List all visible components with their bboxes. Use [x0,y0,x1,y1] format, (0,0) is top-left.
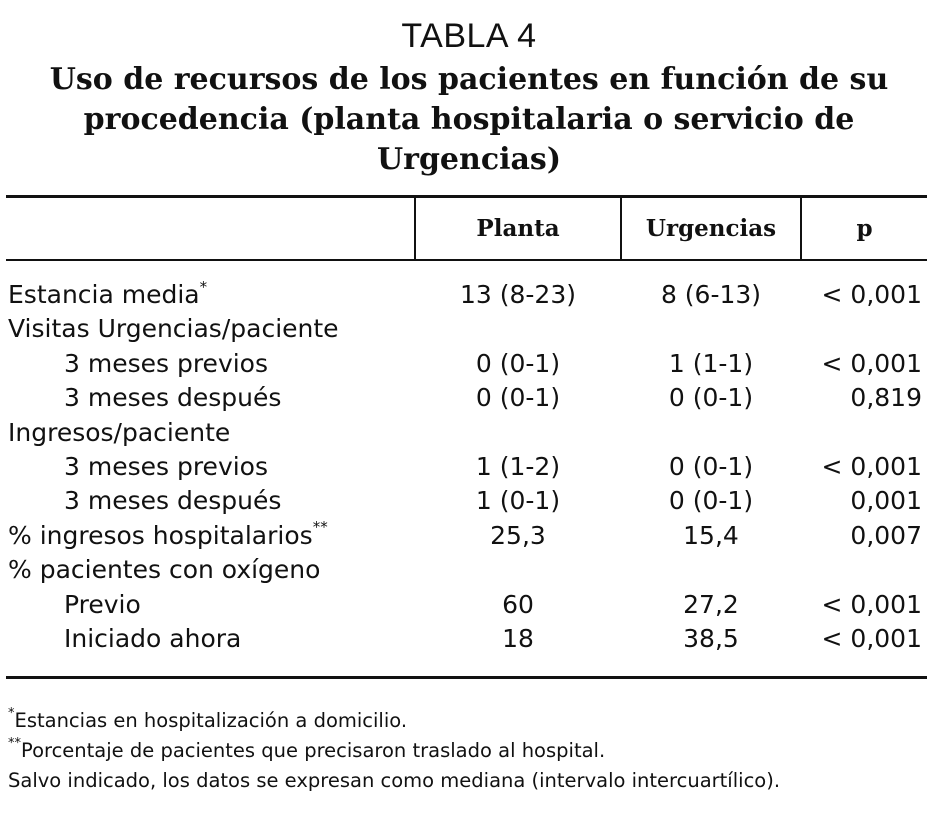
row-label: Ingresos/paciente [8,417,231,447]
footnote-text: Salvo indicado, los datos se expresan como mediana (intervalo intercuartílico). [8,769,781,792]
footnote [8,706,934,736]
cell-p: 0,819 [850,383,922,413]
row-label: 3 meses después [64,486,282,516]
table-bottom-rule [6,676,927,679]
cell-urgencias: 0 (0-1) [668,451,754,481]
cell-urgencias: 8 (6-13) [660,280,762,309]
cell-planta: 0 (0-1) [475,383,561,413]
cell-urgencias: 38,5 [683,623,739,653]
cell-urgencias: 1 (1-1) [668,348,754,378]
row-label: Estancia media* [8,277,208,309]
row-label: % ingresos hospitalarios** [8,518,328,550]
column-header-planta: Planta [476,215,560,242]
table-footnotes [8,706,934,796]
cell-urgencias: 0 (0-1) [668,486,754,516]
table-row [0,416,938,450]
footnote-text: Porcentaje de pacientes que precisaron traslado al hospital. [21,739,606,762]
table-row [0,519,938,553]
cell-planta: 1 (0-1) [475,486,561,516]
table-row [0,312,938,346]
cell-planta: 0 (0-1) [475,348,561,378]
cell-urgencias: 15,4 [683,520,739,550]
footnote [8,736,934,766]
cell-urgencias: 0 (0-1) [668,383,754,413]
cell-planta: 25,3 [490,520,546,550]
row-label: Previo [64,589,141,619]
cell-p: 0,001 [850,486,922,516]
footnote-text: Estancias en hospitalización a domicilio. [14,709,408,732]
cell-planta: 1 (1-2) [475,451,561,481]
table-header-rule [6,259,927,261]
cell-planta: 18 [502,623,534,653]
row-label: 3 meses después [64,383,282,413]
table-row [0,484,938,518]
footnote-mark: * [199,277,208,296]
table-row [0,278,938,312]
footnote-mark: * [8,705,15,721]
footnote-mark: ** [312,518,328,537]
table-row [0,347,938,381]
cell-p: < 0,001 [821,451,922,481]
cell-p: < 0,001 [821,280,922,309]
cell-p: < 0,001 [821,589,922,619]
cell-planta: 60 [502,589,534,619]
row-label: % pacientes con oxígeno [8,555,321,585]
row-label: Visitas Urgencias/paciente [8,314,339,344]
table-label: TABLA 4 [401,17,537,55]
cell-p: < 0,001 [821,623,922,653]
table-row [0,450,938,484]
row-label: 3 meses previos [64,348,269,378]
row-label: 3 meses previos [64,451,269,481]
cell-p: 0,007 [850,520,922,550]
table-title: Uso de recursos de los pacientes en función de su procedencia (planta hospitalaria o servicio de Urgencias) [49,62,889,177]
table-body [0,278,938,656]
cell-p: < 0,001 [821,348,922,378]
footnote [8,766,934,796]
table-row [0,622,938,656]
footnote-mark: ** [8,735,21,751]
table-row [0,588,938,622]
table-row [0,553,938,587]
row-label: Iniciado ahora [64,623,242,653]
column-header-urgencias: Urgencias [645,215,777,242]
column-header-p: p [856,215,873,242]
cell-planta: 13 (8-23) [459,280,576,309]
table-row [0,381,938,415]
cell-urgencias: 27,2 [683,589,739,619]
